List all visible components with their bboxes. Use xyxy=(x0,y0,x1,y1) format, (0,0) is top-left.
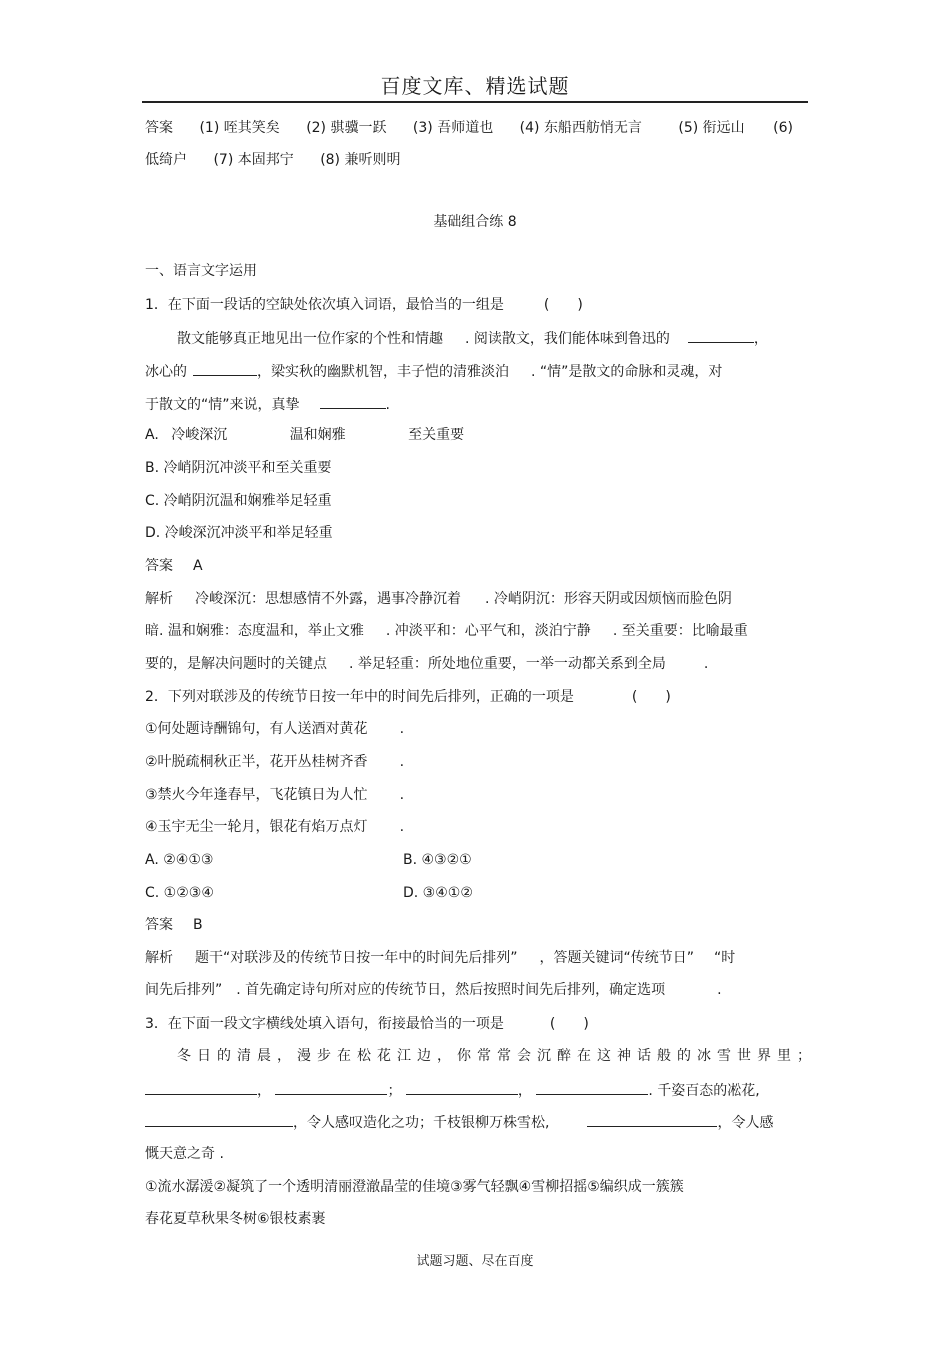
punctuation: . xyxy=(399,819,405,835)
question-3-choices-line-2: 春花夏草秋果冬树⑥银枝素裹 xyxy=(145,1211,326,1227)
question-1-answer xyxy=(145,557,805,575)
passage-text: ，梁实秋的幽默机智，丰子恺的清雅淡泊 xyxy=(257,364,509,380)
analysis-text: 暗. 温和娴雅：态度温和，举止文雅 xyxy=(145,623,364,639)
passage-text: . 千姿百态的凇花, xyxy=(648,1083,760,1099)
couplet-text: ③禁火今年逢春早，飞花镇日为人忙 xyxy=(145,787,368,803)
page-footer: 试题习题、尽在百度 xyxy=(416,1254,534,1269)
part-heading: 一、语言文字运用 xyxy=(145,263,257,279)
option-b: B. 冷峭阴沉冲淡平和至关重要 xyxy=(145,460,332,476)
answer-item: (3) 吾师道也 xyxy=(412,120,494,136)
punctuation: . xyxy=(703,656,709,672)
fill-blank xyxy=(536,1080,648,1095)
question-1-passage-line-3 xyxy=(145,394,805,414)
punctuation: ， xyxy=(753,331,768,347)
question-2-stem xyxy=(145,688,805,706)
question-2-analysis-line-2 xyxy=(145,981,805,999)
question-text: 3．在下面一段文字横线处填入语句，衔接最恰当的一项是 xyxy=(145,1016,504,1032)
question-1-passage-line-1 xyxy=(177,328,805,348)
answer-item: (1) 咥其笑矣 xyxy=(199,120,280,136)
answer-paren: ( ) xyxy=(543,297,583,313)
analysis-text: 冷峻深沉：思想感情不外露，遇事冷静沉着 xyxy=(195,591,461,607)
answer-value: A xyxy=(193,558,203,574)
question-1-passage-line-2 xyxy=(145,361,805,381)
prev-answer-line-2 xyxy=(145,151,805,169)
question-3-passage-line-3 xyxy=(145,1112,805,1132)
question-1-analysis-line-1 xyxy=(145,590,805,608)
answer-paren: ( ) xyxy=(631,689,671,705)
punctuation: . xyxy=(399,787,405,803)
fill-blank xyxy=(406,1080,518,1095)
analysis-text: 题干“对联涉及的传统节日按一年中的时间先后排列” xyxy=(195,950,518,966)
couplet-item xyxy=(145,720,805,738)
couplet-text: ②叶脱疏桐秋正半，花开丛桂树齐香 xyxy=(145,754,368,770)
fill-blank xyxy=(193,361,257,376)
answer-label: 答案 xyxy=(145,558,173,574)
answer-value: B xyxy=(193,917,203,933)
prev-answer-line-1 xyxy=(145,119,805,137)
couplet-item xyxy=(145,786,805,804)
answer-item: (2) 骐骥一跃 xyxy=(306,120,387,136)
option-term: 冷峻深沉 xyxy=(171,427,228,443)
analysis-text: 要的，是解决问题时的关键点 xyxy=(145,656,327,672)
punctuation: ， xyxy=(257,1083,271,1099)
passage-text: 于散文的“情”来说，真挚 xyxy=(145,397,300,413)
punctuation: . xyxy=(399,754,405,770)
option-term: 至关重要 xyxy=(408,427,465,443)
analysis-text: . 冷峭阴沉：形容天阴或因烦恼而脸色阴 xyxy=(485,591,732,607)
option-a: A. ②④①③ xyxy=(145,852,214,868)
question-3-passage-line-1: 冬日的清晨，漫步在松花江边，你常常会沉醉在这神话般的冰雪世界里； xyxy=(177,1048,817,1064)
fill-blank xyxy=(587,1112,717,1127)
fill-blank xyxy=(145,1112,293,1127)
question-2-analysis-line-1 xyxy=(145,949,805,967)
passage-text: 冰心的 xyxy=(145,364,187,380)
option-d: D. 冷峻深沉冲淡平和举足轻重 xyxy=(145,525,333,541)
answer-paren: ( ) xyxy=(549,1016,589,1032)
answer-item: (8) 兼听则明 xyxy=(320,152,401,168)
punctuation: ， xyxy=(517,1083,532,1099)
fill-blank xyxy=(688,328,754,343)
answer-item: 低绮户 xyxy=(145,152,187,168)
option-d: D. ③④①② xyxy=(403,885,473,901)
header-divider xyxy=(142,101,808,103)
analysis-text: . 首先确定诗句所对应的传统节日，然后按照时间先后排列，确定选项 xyxy=(236,982,666,998)
question-3-passage-line-4: 慨天意之奇 . xyxy=(145,1146,224,1162)
answer-label: 答案 xyxy=(145,120,173,136)
fill-blank xyxy=(145,1080,257,1095)
answer-item: (5) 衔远山 xyxy=(678,120,745,136)
analysis-text: . 至关重要：比喻最重 xyxy=(612,623,748,639)
punctuation: . xyxy=(385,397,390,413)
question-2-answer xyxy=(145,916,805,934)
question-1-stem xyxy=(145,296,805,314)
analysis-label: 解析 xyxy=(145,591,173,607)
options-row-2 xyxy=(145,884,805,902)
analysis-text: . 冲淡平和：心平气和，淡泊宁静 xyxy=(385,623,591,639)
question-text: 2．下列对联涉及的传统节日按一年中的时间先后排列，正确的一项是 xyxy=(145,689,574,705)
analysis-text: “时 xyxy=(714,950,736,966)
option-term: 温和娴雅 xyxy=(289,427,346,443)
analysis-text: 间先后排列” xyxy=(145,982,223,998)
couplet-item xyxy=(145,753,805,771)
answer-item: (4) 东船西舫悄无言 xyxy=(519,120,642,136)
section-title: 基础组合练 8 xyxy=(433,214,517,230)
question-3-passage-line-2 xyxy=(145,1080,805,1100)
question-text: 1．在下面一段话的空缺处依次填入词语，最恰当的一组是 xyxy=(145,297,504,313)
passage-text: 散文能够真正地见出一位作家的个性和情趣 xyxy=(177,331,443,347)
question-3-choices-line-1: ①流水潺湲②凝筑了一个透明清丽澄澈晶莹的佳境③雾气轻飘④雪柳招摇⑤编织成一簇簇 xyxy=(145,1179,684,1195)
passage-text: ，令人感叹造化之功；千枝银柳万株雪松, xyxy=(293,1115,550,1131)
option-a xyxy=(145,426,805,444)
punctuation: ； xyxy=(387,1083,402,1099)
question-1-analysis-line-2 xyxy=(145,622,805,640)
fill-blank xyxy=(275,1080,387,1095)
passage-text: ，令人感 xyxy=(717,1115,774,1131)
page-header-title: 百度文库、精选试题 xyxy=(380,74,570,98)
option-b: B. ④③②① xyxy=(403,852,472,868)
answer-item: (6) xyxy=(773,120,793,136)
options-row-1 xyxy=(145,851,805,869)
couplet-item xyxy=(145,818,805,836)
punctuation: . xyxy=(399,721,405,737)
option-c: C. 冷峭阴沉温和娴雅举足轻重 xyxy=(145,493,332,509)
answer-label: 答案 xyxy=(145,917,173,933)
analysis-text: . 举足轻重：所处地位重要，一举一动都关系到全局 xyxy=(349,656,666,672)
couplet-text: ①何处题诗酬锦句，有人送酒对黄花 xyxy=(145,721,368,737)
question-3-stem xyxy=(145,1015,805,1033)
analysis-text: ，答题关键词“传统节日” xyxy=(539,950,695,966)
punctuation: . xyxy=(717,982,722,998)
passage-text: . “情”是散文的命脉和灵魂，对 xyxy=(531,364,723,380)
couplet-text: ④玉宇无尘一轮月，银花有焰万点灯 xyxy=(145,819,368,835)
analysis-label: 解析 xyxy=(145,950,173,966)
answer-item: (7) 本固邦宁 xyxy=(213,152,294,168)
fill-blank xyxy=(320,394,386,409)
passage-text: . 阅读散文，我们能体味到鲁迅的 xyxy=(465,331,670,347)
option-c: C. ①②③④ xyxy=(145,885,214,901)
question-1-analysis-line-3 xyxy=(145,655,805,673)
option-label: A. xyxy=(145,427,159,443)
